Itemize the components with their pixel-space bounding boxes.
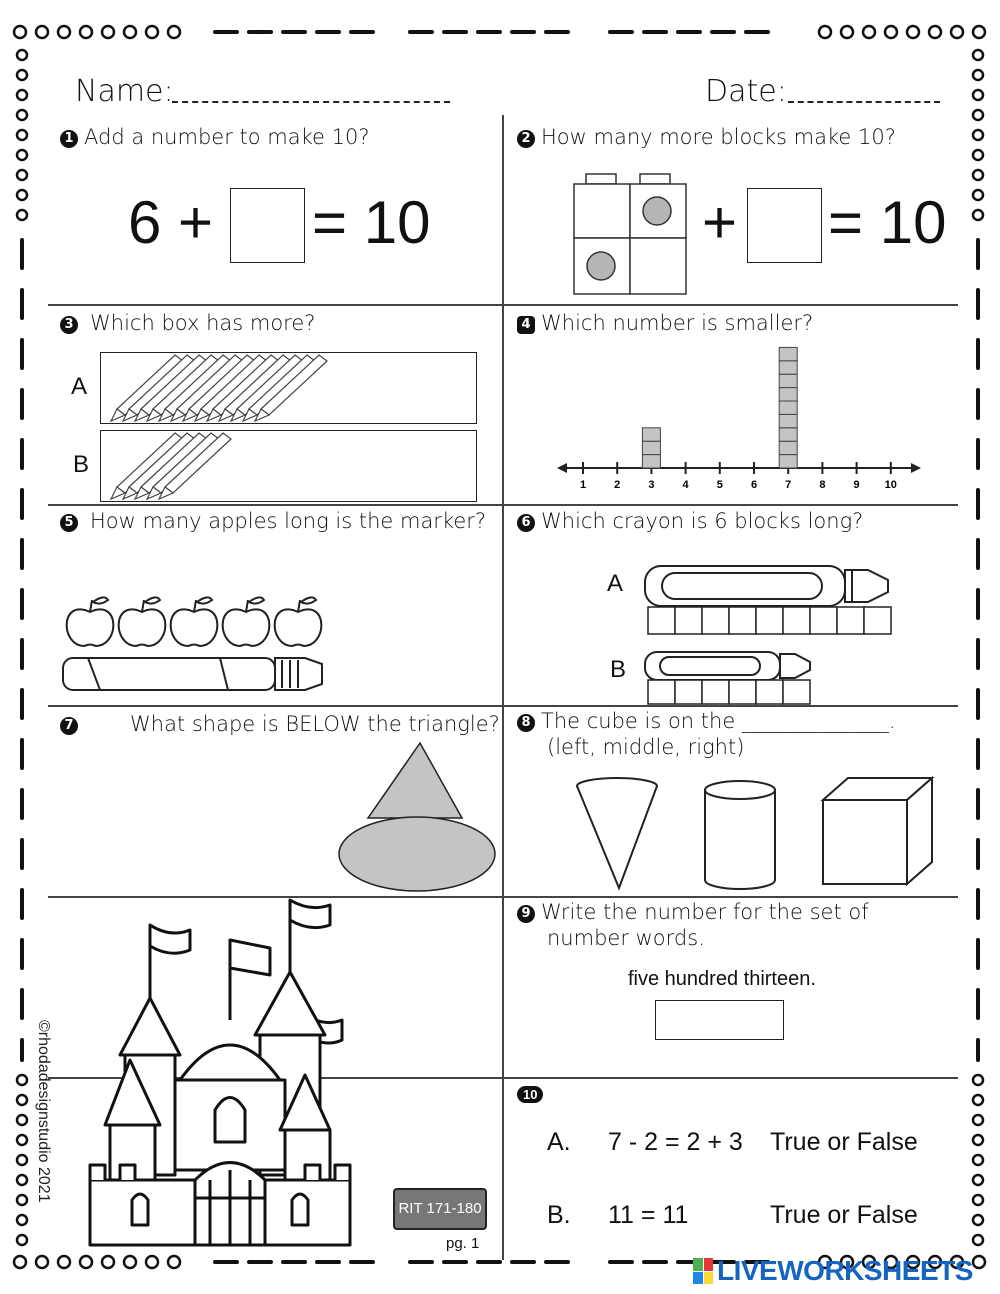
ten-frame-blocks: [572, 172, 688, 296]
block-unit: [675, 607, 702, 634]
watermark-text: LIVEWORKSHEETS: [717, 1255, 973, 1286]
apple-icon: [171, 609, 218, 646]
castle-illustration: [80, 880, 430, 1260]
cylinder-shape: [705, 781, 775, 889]
bar-block: [779, 347, 797, 360]
block-unit: [783, 607, 810, 634]
bar-block: [642, 428, 660, 441]
apples-and-marker: [60, 590, 340, 700]
rit-badge: RIT 171-180: [393, 1188, 487, 1230]
question-badge: 7: [60, 717, 78, 735]
watermark: [693, 1255, 973, 1287]
block-unit: [837, 607, 864, 634]
name-label: Name:: [75, 74, 174, 109]
q10-b-true-false[interactable]: True or False: [770, 1201, 918, 1229]
block-unit: [756, 680, 783, 704]
tick-label: 7: [785, 479, 792, 490]
option-a-label: A: [71, 373, 88, 400]
pencils-b: [101, 431, 476, 501]
q10-a-label: A.: [547, 1128, 571, 1156]
block-unit: [810, 607, 837, 634]
bar-block: [779, 374, 797, 387]
box-b[interactable]: [100, 430, 477, 502]
bar-block: [779, 401, 797, 414]
question-badge: 2: [517, 130, 535, 148]
bar-block: [779, 455, 797, 468]
block-unit: [648, 680, 675, 704]
bar-block: [779, 388, 797, 401]
shapes: [335, 740, 500, 895]
question-badge: 3: [60, 316, 78, 334]
3d-shapes: [570, 770, 940, 892]
column-divider: [502, 115, 504, 1260]
tick-label: 4: [682, 479, 689, 490]
tick-label: 5: [716, 479, 723, 490]
cone-shape: [577, 778, 657, 888]
number-words: five hundred thirteen.: [628, 968, 816, 990]
question-text: The cube is on the ______________.: [541, 709, 896, 733]
block-unit: [756, 607, 783, 634]
question-text: Which box has more?: [90, 311, 316, 335]
question-7: [60, 712, 84, 736]
question-text: How many apples long is the marker?: [90, 509, 487, 533]
bar-block: [642, 441, 660, 454]
bar-block: [779, 414, 797, 427]
q1-equation-right: = 10: [312, 189, 431, 256]
q1-answer-box[interactable]: [230, 188, 305, 263]
question-badge: 8: [517, 714, 535, 732]
question-badge: 1: [60, 130, 78, 148]
question-badge: 10: [517, 1086, 543, 1103]
date-field[interactable]: [788, 101, 940, 103]
question-9: [517, 900, 869, 924]
triangle-shape: [368, 743, 462, 818]
bar-block: [779, 441, 797, 454]
question-8: [517, 709, 896, 733]
cube-shape: [823, 778, 932, 884]
page-number: pg. 1: [446, 1235, 480, 1252]
tick-label: 1: [579, 479, 587, 490]
block-unit: [864, 607, 891, 634]
bar-block: [779, 428, 797, 441]
tick-label: 8: [819, 479, 826, 490]
question-text: How many more blocks make 10?: [541, 125, 896, 149]
question-badge: 6: [517, 514, 535, 532]
question-text: Which number is smaller?: [541, 311, 814, 335]
q2-plus: +: [702, 189, 738, 256]
q9-answer-box[interactable]: [655, 1000, 784, 1040]
question-text: Write the number for the set of: [541, 900, 869, 924]
question-text: Which crayon is 6 blocks long?: [541, 509, 864, 533]
question-badge: 4: [517, 316, 535, 334]
q2-answer-box[interactable]: [747, 188, 822, 263]
bar-block: [779, 361, 797, 374]
liveworksheets-logo-icon: [693, 1258, 713, 1284]
question-2: [517, 125, 896, 149]
tick-label: 3: [648, 479, 655, 490]
q10-a-true-false[interactable]: True or False: [770, 1128, 918, 1156]
q10-a-equation: 7 - 2 = 2 + 3: [608, 1128, 743, 1156]
question-text: Add a number to make 10?: [84, 125, 370, 149]
block-unit: [702, 680, 729, 704]
apple-icon: [275, 609, 322, 646]
option-b-label: B: [73, 451, 90, 478]
question-text-2: (left, middle, right): [547, 735, 745, 759]
crayon-b-icon: [645, 652, 810, 680]
box-a[interactable]: [100, 352, 477, 424]
block-unit: [675, 680, 702, 704]
question-badge: 5: [60, 514, 78, 532]
apple-icon: [223, 609, 270, 646]
block-unit: [729, 680, 756, 704]
block-unit: [729, 607, 756, 634]
block-unit: [648, 607, 675, 634]
marker-icon: [63, 658, 322, 690]
crayon-b-label: B: [610, 656, 627, 683]
tick-label: 10: [884, 479, 897, 490]
question-text-2: number words.: [547, 926, 705, 950]
crayon-a-icon: [645, 566, 888, 606]
row-divider: [48, 504, 958, 506]
block-unit: [702, 607, 729, 634]
tick-label: 2: [614, 479, 621, 490]
tick-label: 9: [853, 479, 860, 490]
crayons: [640, 558, 900, 708]
question-badge: 9: [517, 905, 535, 923]
block-unit: [783, 680, 810, 704]
q10-b-equation: 11 = 11: [608, 1201, 689, 1229]
number-line: [555, 330, 925, 490]
tick-label: 6: [750, 479, 758, 490]
question-6: [517, 509, 863, 533]
crayon-a-label: A: [607, 570, 624, 597]
q2-equation-right: = 10: [828, 189, 947, 256]
question-5: [60, 509, 486, 533]
question-1: [60, 125, 369, 149]
pencils-a: [101, 353, 476, 423]
date-label: Date:: [705, 74, 787, 109]
q1-equation-left: 6 +: [128, 189, 214, 256]
question-text: What shape is BELOW the triangle?: [130, 712, 500, 736]
q10-b-label: B.: [547, 1201, 571, 1229]
apple-icon: [67, 609, 114, 646]
row-divider: [48, 304, 958, 306]
copyright: ©rhodadesignstudio 2021: [35, 1020, 52, 1203]
question-3: [60, 311, 315, 335]
bar-block: [642, 455, 660, 468]
apple-icon: [119, 609, 166, 646]
name-field[interactable]: [172, 101, 450, 103]
